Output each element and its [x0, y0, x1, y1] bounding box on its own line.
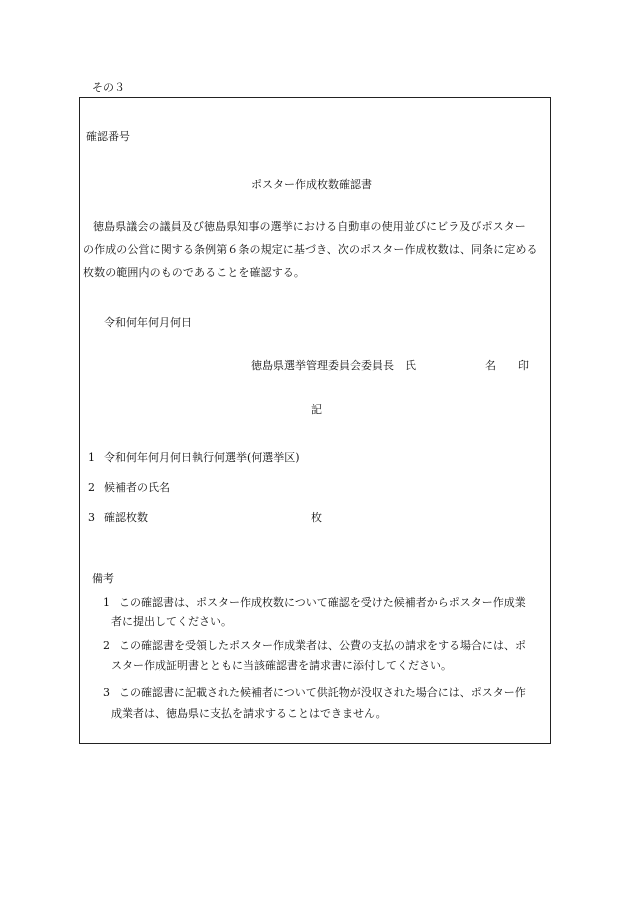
remark-line: 者に提出してください。 [111, 615, 232, 628]
confirm-number-label: 確認番号 [86, 130, 130, 143]
issuer-name-suffix: 名 [485, 359, 496, 372]
remark-number: 1 [103, 596, 110, 609]
item-unit: 枚 [311, 511, 322, 524]
item-number: 1 [88, 451, 95, 464]
remark-line: この確認書を受領したポスター作成業者は、公費の支払の請求をする場合には、ポ [119, 639, 526, 652]
remarks-label: 備考 [92, 572, 114, 585]
remark-number: 3 [103, 686, 110, 699]
remark-line: この確認書に記載された候補者について供託物が没収された場合には、ポスター作 [119, 686, 526, 699]
item-text: 候補者の氏名 [104, 481, 170, 494]
issuer-title: 徳島県選挙管理委員会委員長 氏 [251, 359, 416, 372]
date-line: 令和何年何月何日 [104, 316, 192, 329]
item-text: 確認枚数 [104, 511, 148, 524]
remark-line: この確認書は、ポスター作成枚数について確認を受けた候補者からポスター作成業 [119, 596, 526, 609]
issuer-seal: 印 [518, 359, 529, 372]
remark-line: 成業者は、徳島県に支払を請求することはできません。 [111, 707, 387, 720]
form-label: その３ [92, 81, 125, 94]
remark-line: スター作成証明書とともに当該確認書を請求書に添付してください。 [111, 659, 452, 672]
item-number: 3 [88, 511, 95, 524]
body-line-2: の作成の公営に関する条例第６条の規定に基づき、次のポスター作成枚数は、同条に定める [83, 243, 538, 256]
ki-heading: 記 [311, 403, 322, 416]
body-line-3: 枚数の範囲内のものであることを確認する。 [83, 266, 305, 279]
remark-number: 2 [103, 639, 110, 652]
item-number: 2 [88, 481, 95, 494]
item-text: 令和何年何月何日執行何選挙(何選挙区) [104, 451, 300, 464]
body-line-1: 徳島県議会の議員及び徳島県知事の選挙における自動車の使用並びにビラ及びポスター [93, 220, 526, 233]
document-title: ポスター作成枚数確認書 [251, 178, 372, 191]
